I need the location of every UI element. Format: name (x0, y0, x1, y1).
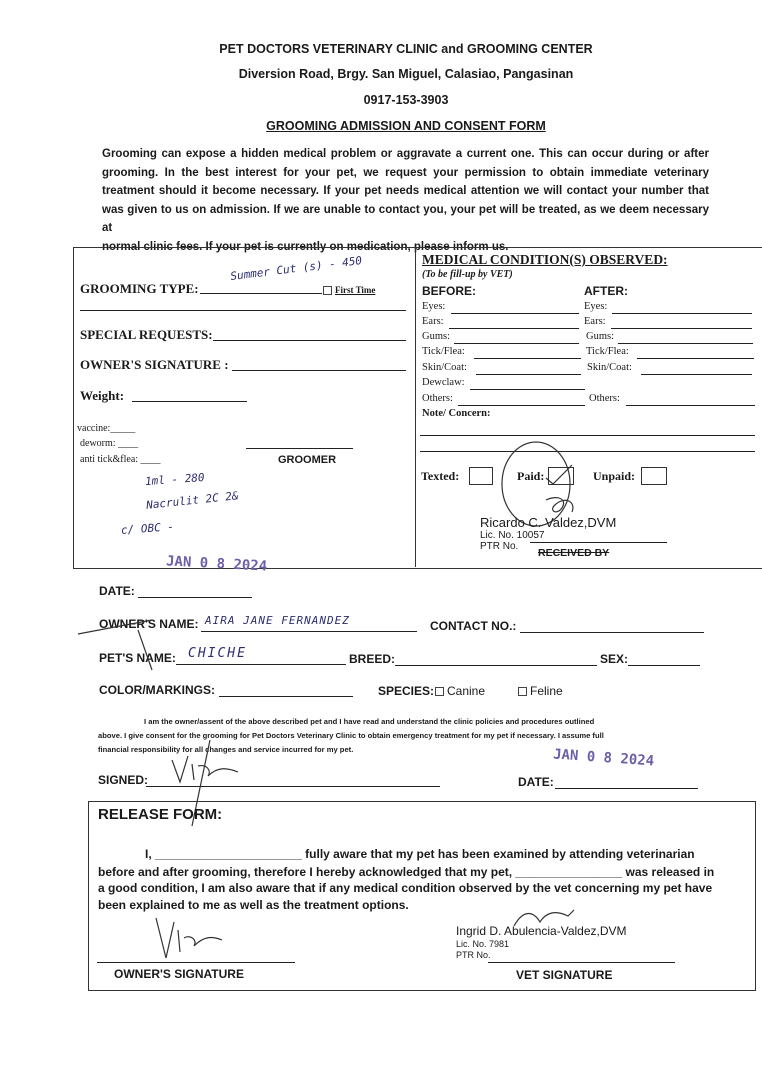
consent-line: above. I give consent for the grooming for Pet Doctors Veterinary Clinic to obtain emergency treatment for my pet if necessary. I assume full (98, 731, 604, 740)
feline-label: Feline (530, 684, 563, 698)
texted-label: Texted: (421, 469, 460, 483)
texted-checkbox[interactable] (469, 467, 493, 485)
release-owner-signature-scribble (150, 912, 230, 964)
before-gums: Gums: (422, 331, 451, 342)
medical-subtitle: (To be fill-up by VET) (422, 269, 513, 280)
after-others: Others: (589, 393, 620, 404)
owners-signature-line[interactable] (232, 370, 406, 371)
deworm-label: deworm: ____ (80, 438, 139, 449)
before-label: BEFORE: (422, 284, 476, 298)
after-ears: Ears: (584, 316, 606, 327)
intro-line: grooming. In the best interest for your pet, we request your permission to obtain immediate veterinary (102, 166, 709, 179)
before-ears: Ears: (422, 316, 444, 327)
consent-line: financial responsibility for all changes and service incurred for my pet. (98, 745, 354, 754)
release-line: before and after grooming, therefore I hereby acknowledged that my pet, ________________ was released in (98, 865, 715, 879)
received-by-line (530, 542, 667, 543)
handwritten-note: c/ OBC - (120, 520, 175, 537)
clinic-name: PET DOCTORS VETERINARY CLINIC and GROOMING CENTER (219, 42, 593, 56)
after-eyes-line[interactable] (612, 313, 752, 314)
signed-label: SIGNED: (98, 773, 149, 787)
after-others-line[interactable] (626, 405, 755, 406)
groomer-label: GROOMER (278, 454, 337, 466)
anti-tick-label: anti tick&flea: ____ (80, 454, 161, 465)
vet-name-1: Ricardo C. Valdez,DVM (480, 515, 617, 530)
received-by-label: RECEIVED BY (538, 547, 610, 559)
clinic-address: Diversion Road, Brgy. San Miguel, Calasiao, Pangasinan (238, 67, 574, 81)
canine-label: Canine (447, 684, 486, 698)
vet-ptr-2: PTR No. (456, 950, 491, 960)
before-eyes-line[interactable] (451, 313, 579, 314)
first-time-checkbox[interactable] (323, 285, 375, 295)
before-tick-flea-line[interactable] (474, 358, 581, 359)
owner-name-value: AIRA JANE FERNANDEZ (205, 614, 350, 627)
contact-label: CONTACT NO.: (430, 619, 517, 633)
before-dewclaw: Dewclaw: (422, 377, 465, 388)
form-title: GROOMING ADMISSION AND CONSENT FORM (266, 119, 546, 133)
special-requests-label: SPECIAL REQUESTS: (80, 327, 213, 342)
vet-lic-1: Lic. No. 10057 (480, 530, 545, 541)
checkbox-icon[interactable] (518, 687, 527, 696)
after-ears-line[interactable] (611, 328, 752, 329)
vet-ptr-1: PTR No. (480, 541, 519, 552)
checkbox-icon[interactable] (323, 286, 332, 295)
medical-title: MEDICAL CONDITION(S) OBSERVED: (422, 252, 668, 267)
weight-label: Weight: (80, 388, 125, 403)
grooming-type-line (200, 293, 322, 294)
paid-label: Paid: (517, 469, 545, 483)
release-line: I, ______________________ fully aware that my pet has been examined by attending veterinarian (145, 847, 695, 861)
grooming-type-line-2 (80, 310, 406, 311)
release-title: RELEASE FORM: (98, 806, 223, 823)
after-skin-coat-line[interactable] (641, 374, 752, 375)
date2-line[interactable] (555, 788, 698, 789)
canine-option[interactable] (435, 684, 485, 698)
grooming-type-value: Summer Cut (s) - 450 (229, 253, 363, 284)
sex-label: SEX: (600, 652, 629, 666)
owner-signature-line[interactable] (97, 962, 295, 963)
before-others: Others: (422, 393, 453, 404)
breed-line[interactable] (395, 665, 597, 666)
unpaid-checkbox[interactable] (641, 467, 667, 485)
weight-line[interactable] (132, 401, 247, 402)
vet-signature-label: VET SIGNATURE (516, 968, 613, 982)
groomer-line[interactable] (246, 448, 353, 449)
date2-stamp: JAN 0 8 2024 (552, 746, 655, 770)
intro-line: Grooming can expose a hidden medical problem or aggravate a current one. This can occur during or after (102, 148, 709, 160)
contact-line[interactable] (520, 632, 704, 633)
unpaid-label: Unpaid: (593, 469, 636, 483)
table-divider (415, 247, 416, 567)
before-others-line[interactable] (458, 405, 585, 406)
release-line: a good condition, I am also aware that if any medical condition observed by the vet concerning my pet have (98, 881, 713, 895)
handwritten-note: 1ml - 280 (144, 470, 205, 489)
special-requests-line[interactable] (213, 340, 406, 341)
first-time-label: First Time (335, 285, 376, 295)
after-label: AFTER: (584, 284, 628, 298)
note-concern-label: Note/ Concern: (422, 408, 491, 419)
pet-name-value: CHICHE (188, 646, 247, 661)
before-tick-flea: Tick/Flea: (422, 346, 465, 357)
consent-line: I am the owner/assent of the above described pet and I have read and understand the clinic policies and procedures outlined (144, 717, 595, 726)
release-line: been explained to me as well as the treatment options. (98, 898, 409, 912)
before-ears-line[interactable] (449, 328, 579, 329)
vet-lic-2: Lic. No. 7981 (456, 939, 510, 949)
intro-line: was given to us on admission. If we are unable to contact you, your pet will be treated, as we deem necessary at (102, 203, 709, 235)
owners-signature-label: OWNER'S SIGNATURE : (80, 357, 229, 372)
intro-line: normal clinic fees. If your pet is currently on medication, please inform us. (102, 240, 509, 253)
feline-option[interactable] (518, 684, 563, 698)
species-label: SPECIES: (378, 684, 435, 698)
owner-name-label: OWNER'S NAME: (99, 617, 199, 631)
stray-marks (60, 590, 260, 830)
note-line-1[interactable] (420, 435, 755, 436)
after-tick-flea: Tick/Flea: (586, 346, 629, 357)
pet-name-label: PET'S NAME: (99, 651, 176, 665)
grooming-type-label: GROOMING TYPE: (80, 281, 199, 296)
vet-signature-line[interactable] (488, 962, 675, 963)
after-gums: Gums: (586, 331, 615, 342)
color-markings-label: COLOR/MARKINGS: (99, 683, 215, 697)
date-stamp: JAN 0 8 2024 (165, 553, 268, 575)
after-gums-line[interactable] (618, 343, 753, 344)
after-tick-flea-line[interactable] (637, 358, 754, 359)
sex-line[interactable] (628, 665, 700, 666)
before-gums-line[interactable] (454, 343, 579, 344)
vet-name-2: Ingrid D. Abulencia-Valdez,DVM (456, 924, 627, 938)
clinic-phone: 0917-153-3903 (363, 93, 449, 107)
handwritten-note: Nacrulit 2C 2& (145, 489, 240, 512)
date2-label: DATE: (518, 775, 554, 789)
intro-paragraph (102, 145, 709, 257)
breed-label: BREED: (349, 652, 396, 666)
before-skin-coat: Skin/Coat: (422, 362, 467, 373)
vaccine-label: vaccine:_____ (77, 423, 136, 434)
before-eyes: Eyes: (422, 301, 446, 312)
before-skin-coat-line[interactable] (476, 374, 581, 375)
checkbox-icon[interactable] (435, 687, 444, 696)
date-label: DATE: (99, 584, 135, 598)
owner-signature-label: OWNER'S SIGNATURE (114, 967, 244, 981)
after-skin-coat: Skin/Coat: (587, 362, 632, 373)
intro-line: treatment should it become necessary. If your pet needs medical attention we will contact your number that (102, 185, 709, 198)
before-dewclaw-line[interactable] (470, 389, 585, 390)
after-eyes: Eyes: (584, 301, 608, 312)
